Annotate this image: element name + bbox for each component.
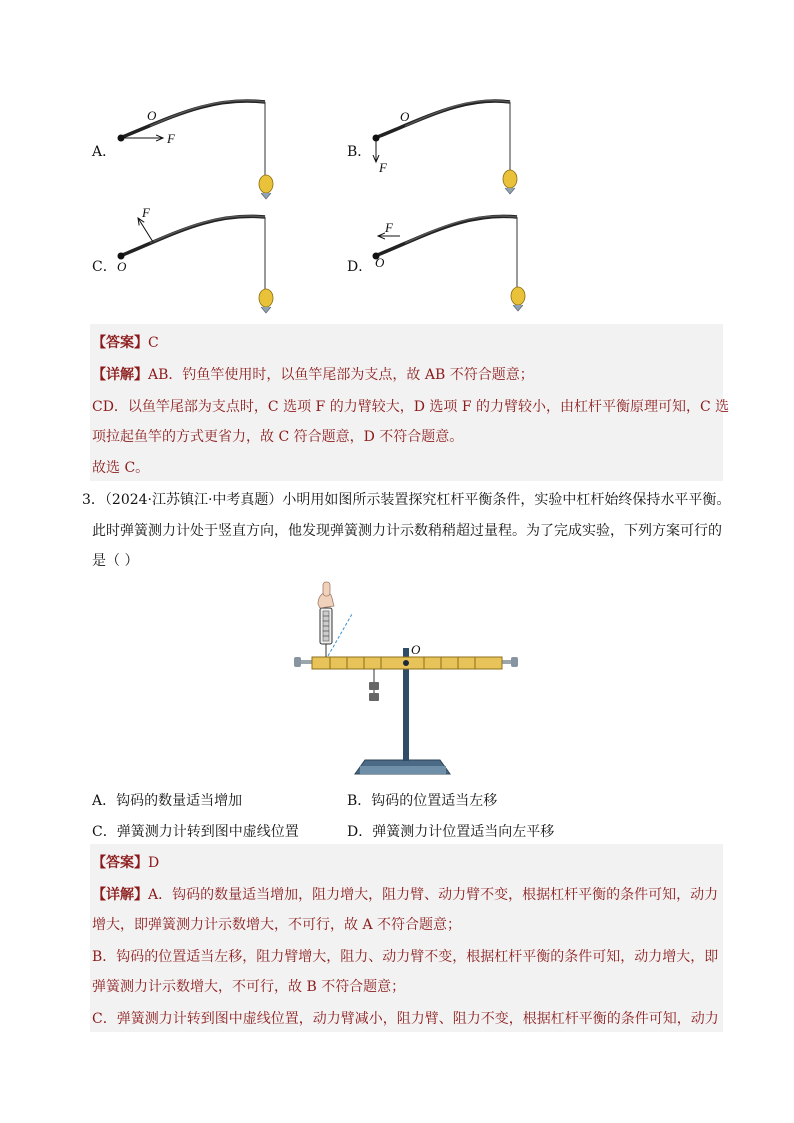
option-d-figure bbox=[373, 216, 526, 311]
option-a-force-label: F bbox=[167, 131, 175, 146]
option-b-figure bbox=[373, 100, 518, 194]
question-3-line-1: 3．（2024·江苏镇江·中考真题）小明用如图所示装置探究杠杆平衡条件，实验中杠杆始终保持水平平衡。 bbox=[82, 492, 731, 508]
detail-line-1 bbox=[92, 364, 534, 384]
option-c-figure bbox=[118, 216, 274, 313]
detail-3-line-3: B．钩码的位置适当左移，阻力臂增大，阻力、动力臂不变，根据杠杆平衡的条件可知，动力增大，即 bbox=[92, 949, 719, 965]
choice-d: D．弹簧测力计位置适当向左平移 bbox=[347, 824, 555, 840]
answer-line bbox=[92, 332, 159, 352]
detail-3-line-5: C．弹簧测力计转到图中虚线位置，动力臂减小，阻力臂、阻力不变，根据杠杆平衡的条件可知，动力 bbox=[92, 1011, 719, 1027]
option-c-pivot-label: O bbox=[117, 259, 127, 274]
detail-line-3: 项拉起鱼竿的方式更省力，故 C 符合题意，D 不符合题意。 bbox=[92, 429, 464, 445]
option-a-figure bbox=[118, 100, 274, 199]
detail-3-line-1 bbox=[92, 884, 718, 904]
question-3-line-2: 此时弹簧测力计处于竖直方向，他发现弹簧测力计示数稍稍超过量程。为了完成实验，下列方案可行的 bbox=[92, 523, 722, 539]
option-a-pivot-label: O bbox=[147, 108, 157, 123]
answer-value: C bbox=[148, 335, 159, 351]
option-c-label: C． bbox=[92, 259, 117, 275]
choice-b: B．钩码的位置适当左移 bbox=[347, 793, 498, 809]
answer-tag: 【答案】 bbox=[92, 335, 148, 351]
option-a-label: A． bbox=[92, 144, 117, 160]
option-d-force-label: F bbox=[385, 220, 393, 235]
detail-text-1: AB．钓鱼竿使用时，以鱼竿尾部为支点，故 AB 不符合题意； bbox=[148, 367, 534, 383]
lever-apparatus-svg bbox=[290, 578, 530, 778]
detail-3-text-1: A．钩码的数量适当增加，阻力增大，阻力臂、动力臂不变，根据杠杆平衡的条件可知，动力 bbox=[148, 887, 719, 903]
option-b-label: B． bbox=[347, 144, 372, 160]
detail-tag: 【详解】 bbox=[92, 367, 148, 383]
option-d-pivot-label: O bbox=[375, 255, 385, 270]
choice-c: C．弹簧测力计转到图中虚线位置 bbox=[92, 824, 299, 840]
detail-line-4: 故选 C。 bbox=[92, 460, 150, 476]
detail-3-line-2: 增大，即弹簧测力计示数增大，不可行，故 A 不符合题意； bbox=[92, 917, 462, 933]
answer-3-value: D bbox=[148, 855, 160, 871]
fishing-rod-figures bbox=[0, 0, 794, 320]
detail-3-tag: 【详解】 bbox=[92, 887, 148, 903]
lever-pivot-label: O bbox=[411, 642, 421, 657]
choice-a: A．钩码的数量适当增加 bbox=[92, 793, 243, 809]
answer-3-line bbox=[92, 852, 159, 872]
option-b-force-label: F bbox=[379, 160, 387, 175]
option-c-force-label: F bbox=[142, 205, 150, 220]
option-b-pivot-label: O bbox=[400, 109, 410, 124]
answer-3-tag: 【答案】 bbox=[92, 855, 148, 871]
answer-block-3 bbox=[90, 844, 723, 1032]
question-3-line-3: 是（ ） bbox=[92, 553, 139, 569]
detail-line-2: CD．以鱼竿尾部为支点时，C 选项 F 的力臂较大，D 选项 F 的力臂较小，由杠杆平衡原理可知，C 选 bbox=[92, 399, 730, 415]
option-d-label: D． bbox=[347, 259, 373, 275]
lever-apparatus-figure bbox=[290, 578, 530, 778]
detail-3-line-4: 弹簧测力计示数增大，不可行，故 B 不符合题意； bbox=[92, 979, 406, 995]
